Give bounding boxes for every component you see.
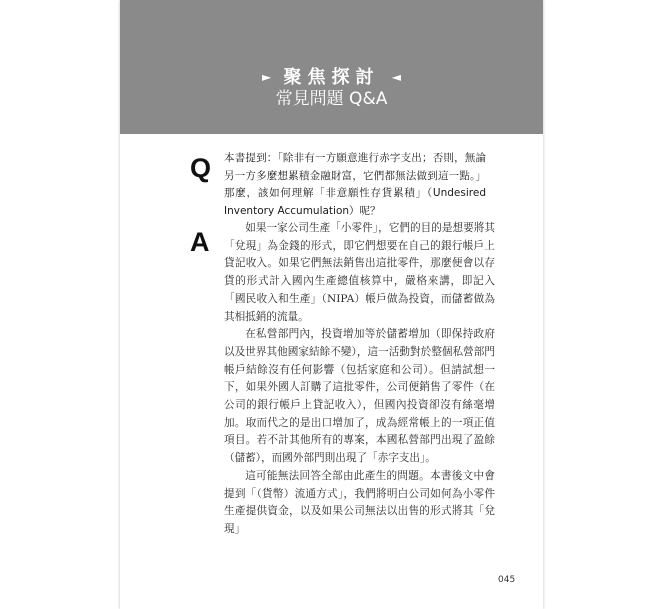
arrow-left-icon: ◄ [391,70,402,84]
banner-title-text: 聚焦探討 [283,67,380,88]
page-number: 045 [498,575,516,585]
answer-paragraph: 在私營部門內，投資增加等於儲蓄增加（即保持政府以及世界其他國家結餘不變），這一活動對於整個私營部門帳戶結餘沒有任何影響（包括家庭和公司）。但請試想一下，如果外國人訂購了這批零件，公司便銷售了零件（在公司的銀行帳戶上貸記收入），但國內投資卻沒有絲毫增加。取而代之的是出口增加了，成為經常帳上的一項正值項目。若不計其他所有的專案，本國私營部門出現了盈餘（儲蓄），而國外部門則出現了「赤字支出」。 [224,328,495,465]
book-page [120,0,543,609]
answer-body [224,220,495,539]
question-text: 本書提到：「除非有一方願意進行赤字支出；否則，無論另一方多麼想累積金融財富，它們都無法做到這一點。」那麼，該如何理解「非意願性存貨累積」（Undesired Inventory Accumulation）呢？ [224,152,486,217]
answer-paragraph: 如果一家公司生產「小零件」，它們的目的是想要將其「兌現」為金錢的形式，即它們想要在自己的銀行帳戶上貸記收入。如果它們無法銷售出這批零件，那麼便會以存貨的形式計入國內生產總值核算中，嚴格來講，即記入「國民收入和生產」（NIPA）帳戶做為投資，而儲蓄做為其相抵銷的流量。 [224,222,495,323]
answer-marker: A [190,227,210,257]
header-banner [120,0,543,134]
banner-subtitle: 常見問題 Q&A [275,89,388,109]
arrow-right-icon: ► [261,70,272,84]
question-marker: Q [190,153,212,183]
answer-paragraph: 這可能無法回答全部由此產生的問題。本書後文中會提到「（貨幣）流通方式」，我們將明白公司如何為小零件生產提供資金，以及如果公司無法以出售的形式將其「兌現」 [224,469,495,535]
